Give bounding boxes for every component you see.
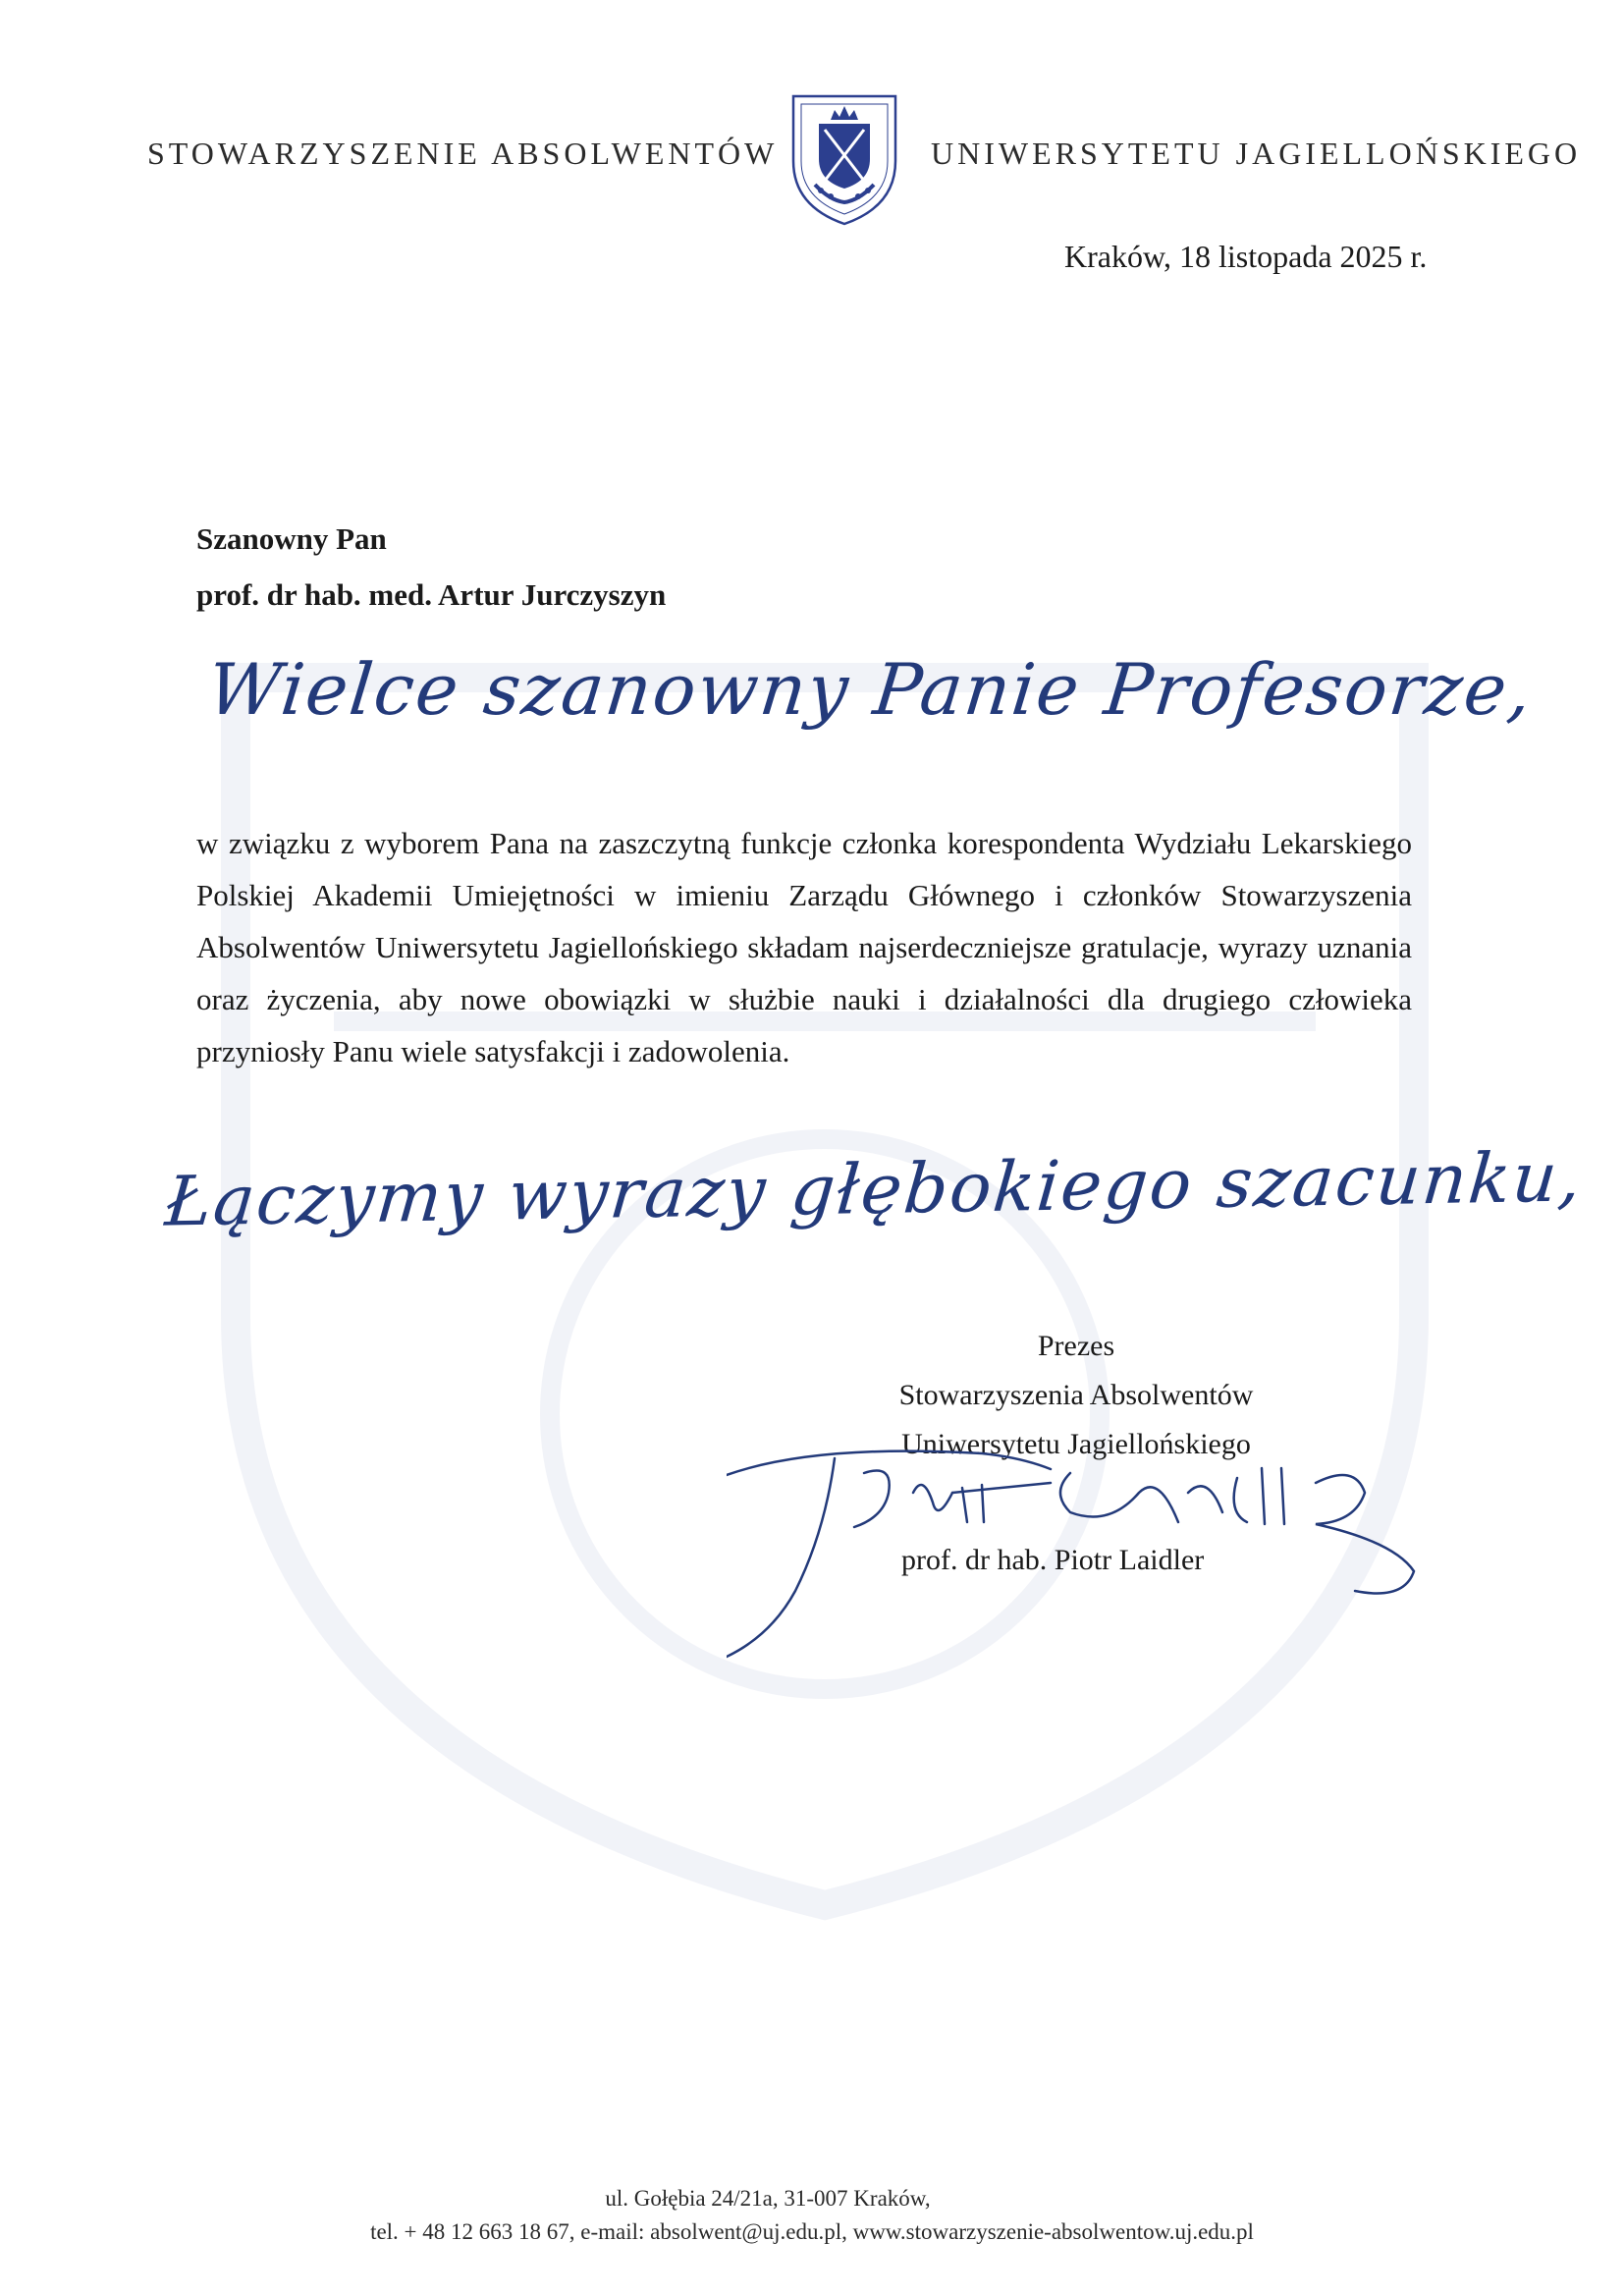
handwritten-closing: Łączymy wyrazy głębokiego szacunku, [162,1136,1587,1242]
signatory-org-line2: Uniwersytetu Jagiellońskiego [901,1428,1251,1460]
signatory-org-line1: Stowarzyszenia Absolwentów [898,1379,1254,1411]
letterhead-left: STOWARZYSZENIE ABSOLWENTÓW [147,136,779,171]
addressee-name: prof. dr hab. med. Artur Jurczyszyn [196,577,667,612]
addressee-block [196,511,666,623]
letterhead-right: UNIWERSYTETU JAGIELLOŃSKIEGO [931,136,1582,171]
letter-body: w związku z wyborem Pana na zaszczytną funkcje członka korespondenta Wydziału Lekarskiego Polskiej Akademii Umiejętności w imieniu Zarządu Głównego i członków Stowarzyszenia Absolwentów Uniwersytetu Jagiellońskiego składam najserdeczniejsze gratulacje, wyrazy uznania oraz życzenia, aby nowe obowiązki w służbie nauki i działalności dla drugiego człowieka przyniosły Panu wiele satysfakcji i zadowolenia. [196,826,1412,1068]
footer-address: ul. Gołębia 24/21a, 31-007 Kraków, [605,2186,931,2211]
handwritten-salutation: Wielce szanowny Panie Profesorze, [203,648,1538,731]
letter-footer [0,2182,1624,2249]
footer-contact: tel. + 48 12 663 18 67, e-mail: absolwent@uj.edu.pl, www.stowarzyszenie-absolwentow.uj.edu.pl [370,2219,1254,2244]
signatory-name: prof. dr hab. Piotr Laidler [901,1544,1205,1576]
addressee-greeting: Szanowny Pan [196,521,387,556]
association-crest-icon [785,90,903,228]
signatory-title: Prezes [1037,1330,1115,1362]
letter-date: Kraków, 18 listopada 2025 r. [1064,239,1428,274]
